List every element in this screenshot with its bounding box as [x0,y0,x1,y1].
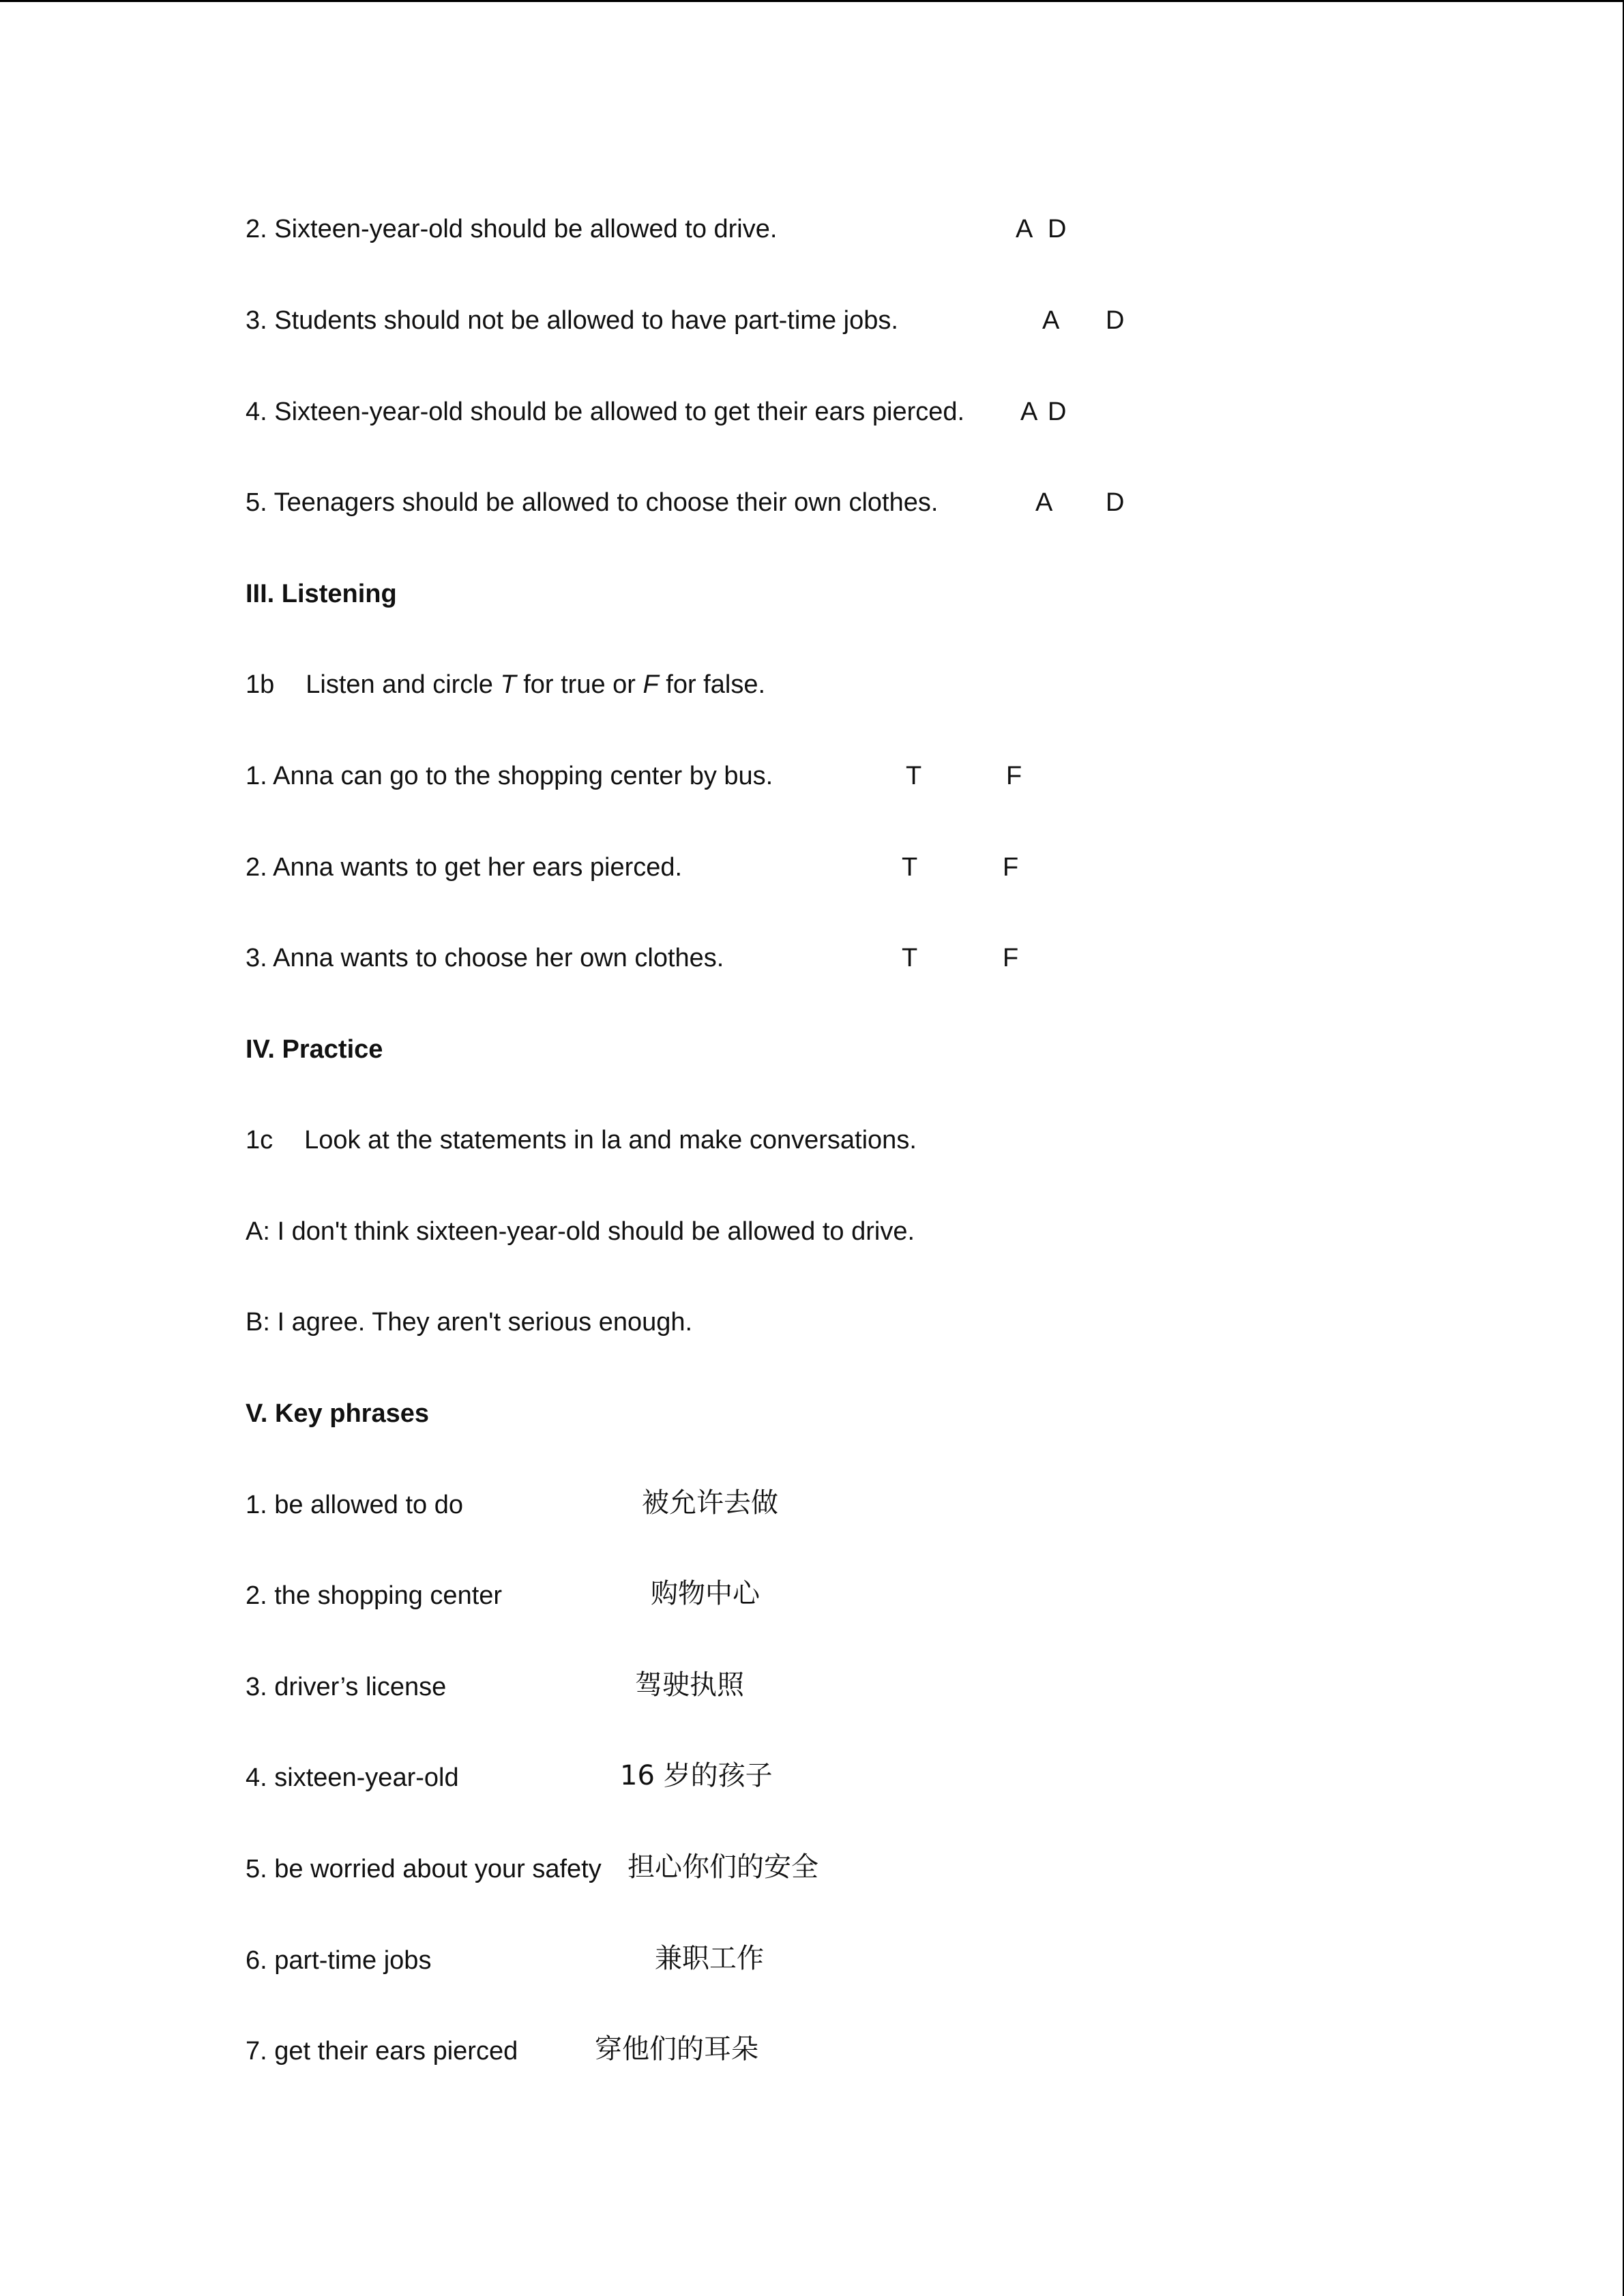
phrase-2-zh: 购物中心 [651,1578,760,1609]
listening-instruction-f: F [643,670,659,699]
phrase-3-en: 3. driver’s license [246,1673,447,1701]
listening-item-2-false[interactable]: F [1003,853,1019,882]
statement-5-agree[interactable]: A [1035,488,1053,517]
statement-3-agree[interactable]: A [1042,306,1060,335]
statement-4-disagree[interactable]: D [1048,398,1067,426]
phrase-5-zh: 担心你们的安全 [628,1851,818,1883]
phrase-1-zh: 被允许去做 [642,1487,778,1519]
statement-2-disagree[interactable]: D [1048,215,1067,243]
phrase-6-zh: 兼职工作 [655,1943,764,1974]
phrase-4-en: 4. sixteen-year-old [246,1763,459,1792]
listening-item-1: 1. Anna can go to the shopping center by bus. [246,762,773,790]
listening-item-1-false[interactable]: F [1006,762,1022,790]
statement-3-disagree[interactable]: D [1106,306,1125,335]
statement-2: 2. Sixteen-year-old should be allowed to drive. [246,215,778,243]
practice-instruction [246,1124,917,1157]
listening-item-3-false[interactable]: F [1003,944,1019,972]
phrase-5-en: 5. be worried about your safety [246,1855,602,1883]
listening-item-2-true[interactable]: T [902,853,918,882]
phrase-4-zh: 16 岁的孩子 [620,1760,773,1791]
phrase-7-en: 7. get their ears pierced [246,2037,518,2066]
practice-instruction-label: 1c [246,1126,274,1154]
phrase-1-en: 1. be allowed to do [246,1491,464,1519]
phrase-2-en: 2. the shopping center [246,1581,503,1610]
phrases-heading: V. Key phrases [246,1399,429,1428]
statement-4-agree[interactable]: A [1020,398,1038,426]
dialog-line-a: A: I don't think sixteen-year-old should be allowed to drive. [246,1217,915,1246]
dialog-line-b: B: I agree. They aren't serious enough. [246,1308,693,1337]
listening-item-1-true[interactable]: T [906,762,922,790]
listening-instruction-t: T [500,670,516,699]
listening-instruction-post: for false. [658,670,766,699]
statement-2-agree[interactable]: A [1016,215,1033,243]
statement-5: 5. Teenagers should be allowed to choose their own clothes. [246,488,939,517]
practice-heading: IV. Practice [246,1035,383,1064]
listening-item-2: 2. Anna wants to get her ears pierced. [246,853,683,882]
listening-instruction-pre: Listen and circle [306,670,501,699]
phrase-6-en: 6. part-time jobs [246,1946,432,1975]
listening-instruction-mid: for true or [516,670,643,699]
page-border-top [0,0,1624,2]
listening-item-3-true[interactable]: T [902,944,918,972]
statement-5-disagree[interactable]: D [1106,488,1125,517]
phrase-3-zh: 驾驶执照 [635,1669,744,1701]
statement-4: 4. Sixteen-year-old should be allowed to get their ears pierced. [246,398,965,426]
practice-instruction-text: Look at the statements in la and make conversations. [304,1126,917,1154]
listening-instruction-label: 1b [246,670,275,699]
phrase-7-zh: 穿他们的耳朵 [595,2033,758,2065]
listening-instruction [246,668,765,701]
listening-heading: III. Listening [246,580,397,608]
listening-item-3: 3. Anna wants to choose her own clothes. [246,944,724,972]
statement-3: 3. Students should not be allowed to have part-time jobs. [246,306,898,335]
